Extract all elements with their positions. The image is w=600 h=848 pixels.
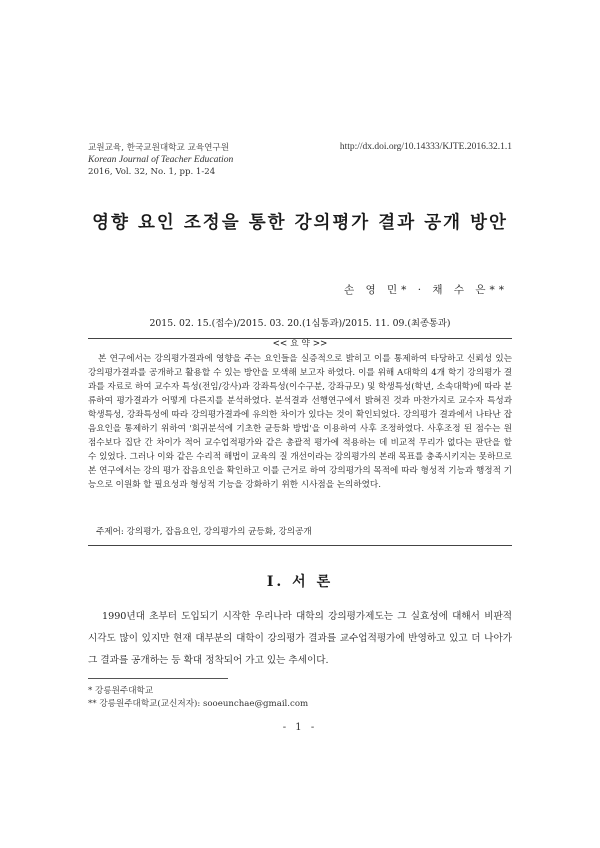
footnote-1: * 강릉원주대학교 <box>88 686 154 696</box>
footnote-2: ** 강릉원주대학교(교신저자): sooeunchae@gmail.com <box>88 699 309 709</box>
doi-link[interactable]: http://dx.doi.org/10.14333/KJTE.2016.32.1.1 <box>339 142 512 152</box>
abstract-label <box>0 331 600 350</box>
section-title: Ⅰ. 서 론 <box>266 574 334 590</box>
paper-title: 영향 요인 조정을 통한 강의평가 결과 공개 방안 <box>92 213 508 233</box>
review-dates: 2015. 02. 15.(접수)/2015. 03. 20.(1심통과)/2015. 11. 09.(최종통과) <box>149 318 451 329</box>
abstract-bottom-rule <box>88 545 512 546</box>
header-left <box>88 142 348 178</box>
publisher-line: 교원교육, 한국교원대학교 교육연구원 <box>88 143 230 153</box>
page-number: - 1 - <box>282 722 318 733</box>
volume-line: 2016, Vol. 32, No. 1, pp. 1-24 <box>88 167 216 177</box>
abstract-label-text: << 요 약 >> <box>267 339 334 349</box>
journal-name: Korean Journal of Teacher Education <box>88 154 234 165</box>
body-paragraph: 1990년대 초부터 도입되기 시작한 우리나라 대학의 강의평가제도는 그 실효성에 대해서 비판적 시각도 많이 있지만 현재 대부분의 대학이 강의평가 결과를 교수업적평가에 반영하고 있고 더 나아가 그 결과를 공개하는 등 확대 정착되어 가고 있는 추세이다. <box>88 611 512 666</box>
footnote-rule <box>88 678 228 679</box>
keywords: 주제어: 강의평가, 잡음요인, 강의평가의 균등화, 강의공개 <box>96 527 312 537</box>
abstract-text: 본 연구에서는 강의평가결과에 영향을 주는 요인들을 실증적으로 밝히고 이를 통제하여 타당하고 신뢰성 있는 강의평가결과를 공개하고 활용할 수 있는 방안을 모색해 보고자 하였다. 이를 위해 A대학의 4개 학기 강의평가 결과를 자료로 하여 교수자 특성(전임/강사)과 강좌특성(이수구분, 강좌규모) 및 학생특성(학년, 소속대학)에 따라 분류하여 평가결과가 어떻게 다른지를 분석하였다. 분석결과 선행연구에서 밝혀진 것과 마찬가지로 교수자 특성과 학생특성, 강좌특성에 따라 강의평가결과에 유의한 차이가 있다는 것이 확인되었다. 강의평가 결과에서 나타난 잡음요인을 통제하기 위하여 '회귀분석에 기초한 균등화 방법'을 이용하여 사후 조정하였다. 사후조정 된 점수는 원점수보다 집단 간 차이가 적어 교수업적평가와 같은 총괄적 평가에 적용하는 데 비교적 무리가 없다는 판단을 할 수 있었다. 그러나 이와 같은 수리적 해법이 교육의 질 개선이라는 강의평가의 본래 목표를 충족시키지는 못하므로 본 연구에서는 강의 평가 잡음요인을 확인하고 이를 근거로 하여 강의평가의 목적에 따라 형성적 기능과 행정적 기능으로 이원화 할 필요성과 형성적 기능을 강화하기 위한 시사점을 논의하였다. <box>88 354 512 490</box>
authors: 손 영 민* · 채 수 은** <box>344 284 508 296</box>
